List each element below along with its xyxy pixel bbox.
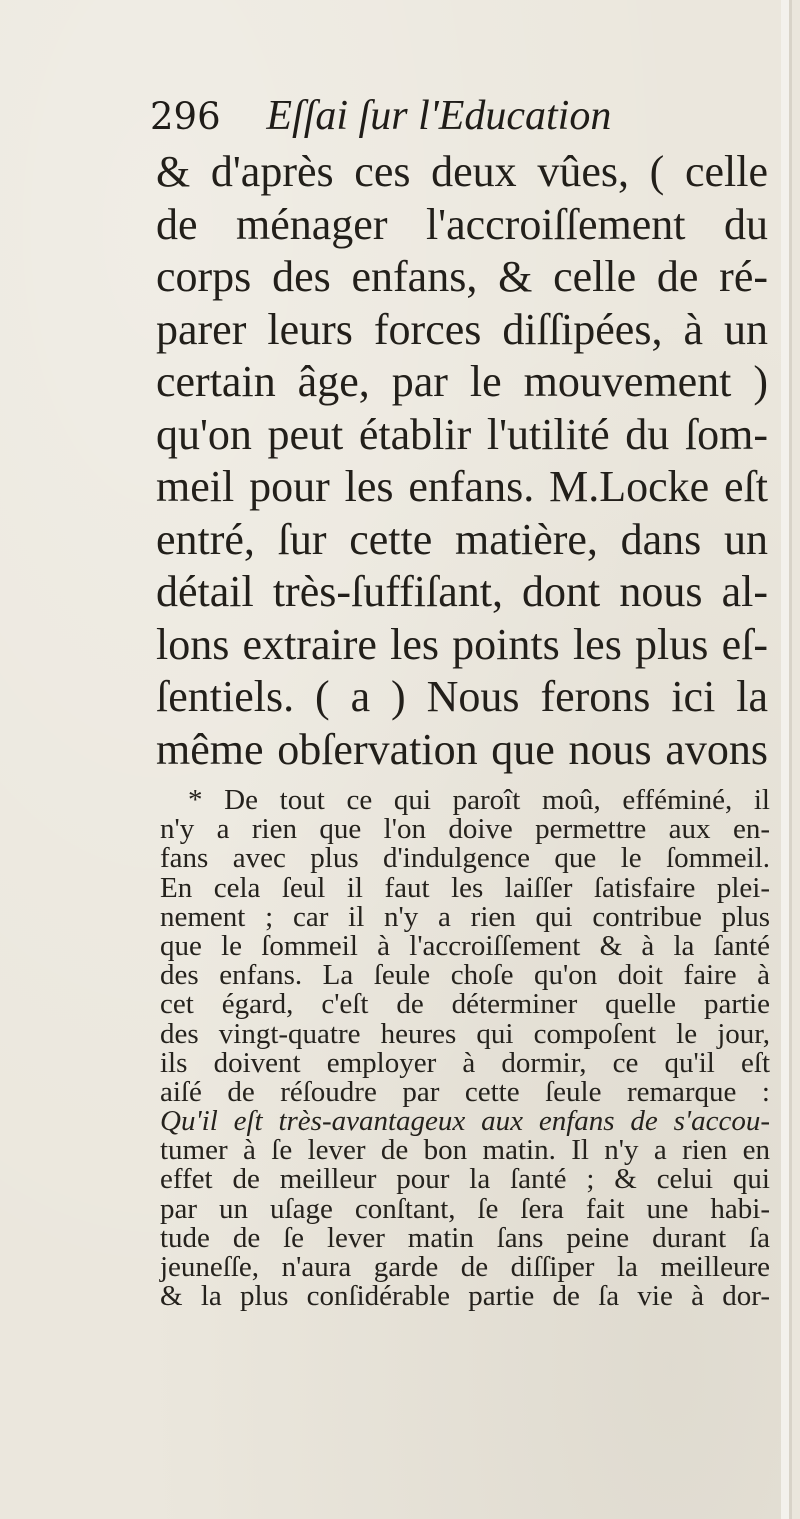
body-line: parer leurs forces diſſipées, à un [156,304,768,354]
footnote-line: tumer à ſe lever de bon matin. Il n'y a rien en [160,1134,770,1167]
body-line: certain âge, par le mouvement ) [156,357,768,406]
footnote-line: jeuneſſe, n'aura garde de diſſiper la meilleure [160,1251,770,1283]
footnote-line: * De tout ce qui paroît moû, efféminé, il [188,784,770,816]
footnote-line: n'y a rien que l'on doive permettre aux en- [160,813,770,846]
footnote-line: que le ſommeil à l'accroiſſement & à la ſanté [160,929,770,962]
footnote-line: ils doivent employer à dormir, ce qu'il eſt [160,1046,770,1079]
footnote-line: tude de ſe lever matin ſans peine durant ſa [160,1221,770,1254]
footnote-line: par un uſage conſtant, ſe ſera fait une habi- [160,1192,770,1225]
footnote-line: des vingt-quatre heures qui compoſent le jour, [160,1017,770,1050]
body-line: corps des enfans, & celle de ré- [156,252,768,301]
body-line: de ménager l'accroiſſement du [156,199,768,249]
footnote-line: des enfans. La ſeule choſe qu'on doit faire à [160,959,770,992]
footnote [160,786,770,1311]
body-line: qu'on peut établir l'utilité du ſom- [156,409,768,459]
footnote-line: nement ; car il n'y a rien qui contribue plus [160,900,770,933]
body-line: & d'après ces deux vûes, ( celle [156,147,768,196]
body-line: lons extraire les points les plus eſ- [156,619,768,669]
page-edge [781,0,789,1519]
page-number: 296 [150,95,221,138]
body-line: même obſervation que nous avons [156,724,768,774]
footnote-line: effet de meilleur pour la ſanté ; & celui qui [160,1163,770,1196]
footnote-line: cet égard, c'eſt de déterminer quelle partie [160,988,770,1021]
footnote-line: Qu'il eſt très-avantageux aux enfans de s'accou- [160,1105,770,1138]
body-line: entré, ſur cette matière, dans un [156,514,768,564]
footnote-line: fans avec plus d'indulgence que le ſommeil. [160,842,770,875]
running-title: Eſſai ſur l'Education [266,93,612,139]
footnote-line: aiſé de réſoudre par cette ſeule remarque : [160,1075,770,1108]
footnote-line: & la plus conſidérable partie de ſa vie à dor- [160,1280,770,1313]
body-line: détail très-ſuffiſant, dont nous al- [156,567,768,616]
body-line: ſentiels. ( a ) Nous ferons ici la [156,672,768,721]
footnote-line: En cela ſeul il faut les laiſſer ſatisfaire plei- [160,871,770,904]
body-line: meil pour les enfans. M.Locke eſt [156,462,768,511]
page-header [150,92,770,140]
main-text [156,146,768,776]
